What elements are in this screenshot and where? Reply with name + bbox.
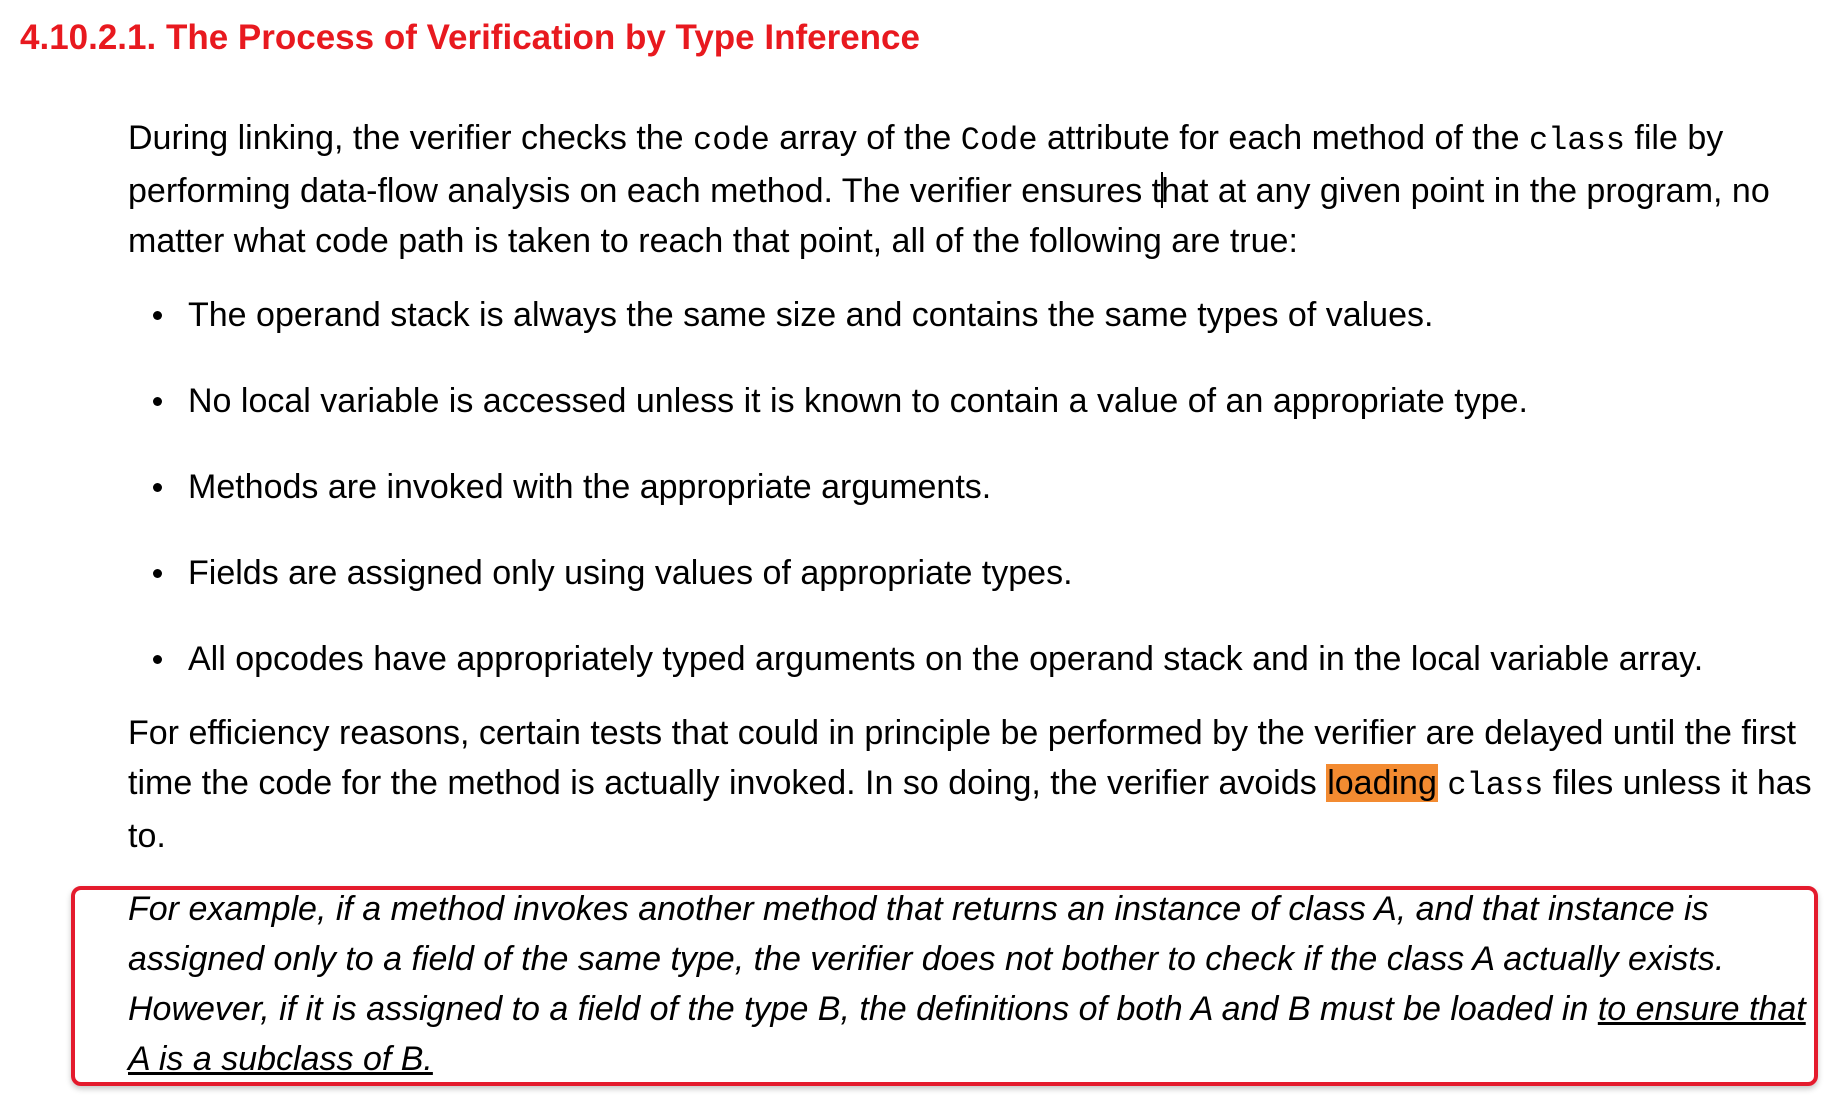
list-item	[128, 462, 1818, 512]
example-callout	[128, 884, 1818, 1084]
code-term-code: code	[693, 122, 770, 159]
list-item-text: No local variable is accessed unless it is known to contain a value of an appropriate type.	[188, 382, 1528, 420]
intro-text-4: file by performing data-flow analysis on each method. The verifier ensures t	[128, 119, 1724, 210]
intro-text-1: During linking, the verifier checks the	[128, 119, 694, 157]
example-paragraph	[128, 884, 1818, 1084]
list-item	[128, 290, 1818, 340]
bullet-icon	[153, 569, 162, 578]
efficiency-text-2: files unless it has to.	[128, 764, 1812, 855]
code-term-class: class	[1447, 767, 1544, 804]
code-term-class: class	[1528, 122, 1625, 159]
efficiency-text-1: For efficiency reasons, certain tests that could in principle be performed by the verifier are delayed until the first time the code for the method is actually invoked. In so doing, the verifier avoids	[128, 714, 1797, 802]
code-term-Code: Code	[960, 122, 1038, 159]
intro-text-3: attribute for each method of the	[1037, 119, 1529, 157]
example-text: For example, if a method invokes another method that returns an instance of class A, and that instance is assigned only to a field of the same type, the verifier does not bother to check if the class A actually exists. However, if it is assigned to a field of the type B, the definitions of both A and B must be loaded in	[128, 890, 1725, 1028]
intro-text-2: array of the	[769, 119, 961, 157]
list-item-text: All opcodes have appropriately typed arguments on the operand stack and in the local variable array.	[188, 640, 1704, 678]
requirements-list	[128, 290, 1818, 684]
list-item-text: Methods are invoked with the appropriate arguments.	[188, 468, 992, 506]
list-item-text: Fields are assigned only using values of appropriate types.	[188, 554, 1073, 592]
list-item-text: The operand stack is always the same size and contains the same types of values.	[188, 296, 1434, 334]
list-item	[128, 634, 1818, 684]
intro-paragraph	[128, 113, 1818, 266]
highlighted-word: loading	[1327, 764, 1437, 802]
list-item	[128, 376, 1818, 426]
example-text-last: to ensure that A is a subclass of B.	[128, 990, 1806, 1078]
list-item	[128, 548, 1818, 598]
intro-text-5: hat at any given point in the program, no matter what code path is taken to reach that point, all of the following are true:	[128, 172, 1770, 260]
section-heading: 4.10.2.1. The Process of Verification by Type Inference	[20, 18, 920, 57]
bullet-icon	[153, 397, 162, 406]
bullet-icon	[153, 655, 162, 664]
section-body	[128, 113, 1818, 1084]
bullet-icon	[153, 483, 162, 492]
efficiency-paragraph	[128, 708, 1818, 861]
bullet-icon	[153, 311, 162, 320]
